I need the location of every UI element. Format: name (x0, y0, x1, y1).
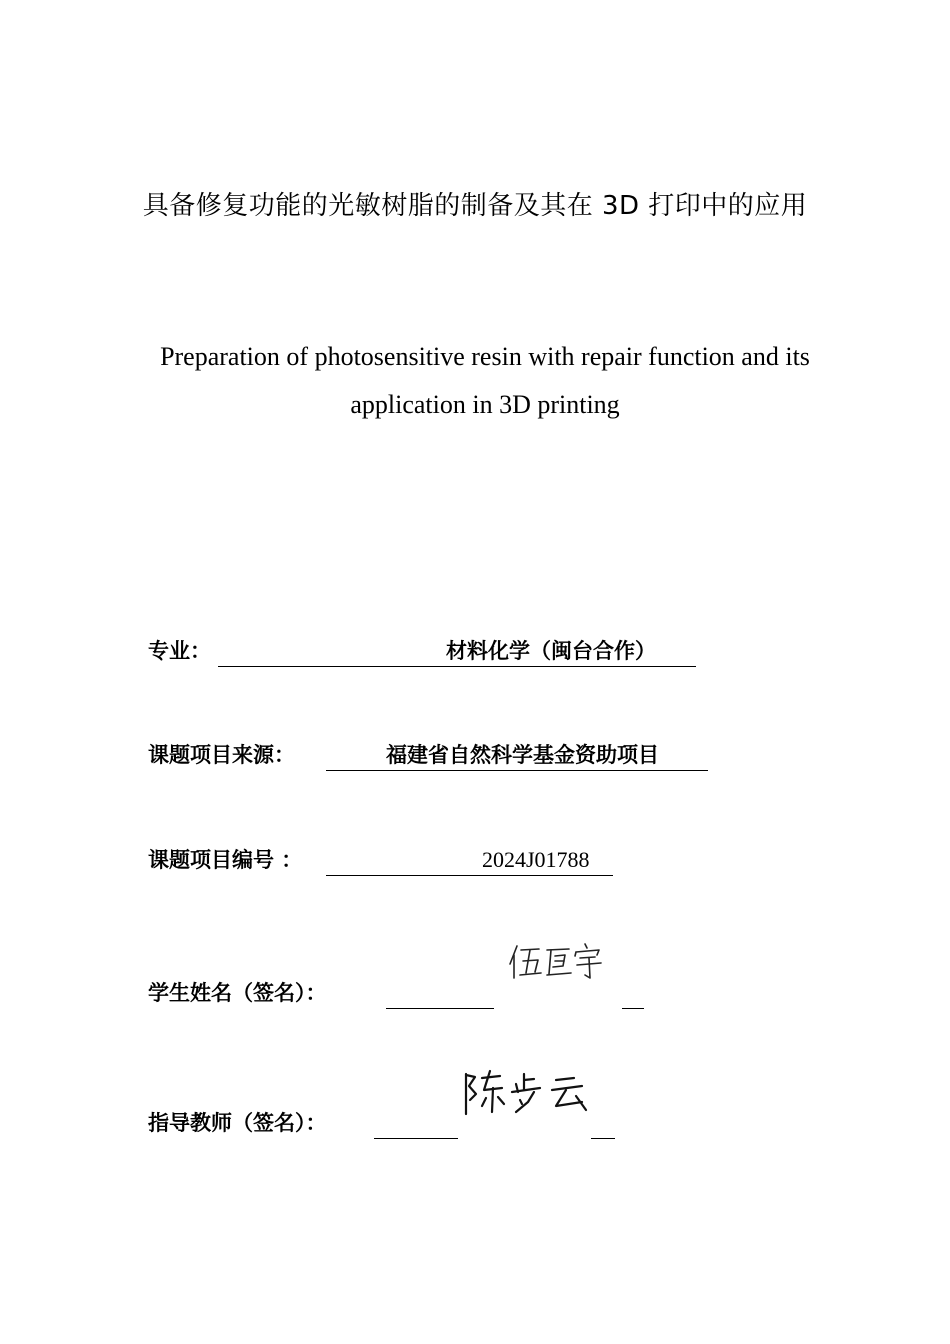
major-label: 专业： (148, 639, 211, 663)
title-english-line-1: Preparation of photosensitive resin with repair function and its (160, 342, 810, 371)
major-value: 材料化学（闽台合作） (446, 639, 656, 663)
title-english-line-2: application in 3D printing (350, 390, 620, 419)
project-number-label: 课题项目编号 ： (148, 848, 303, 872)
student-signature-label: 学生姓名（签名）： (148, 981, 327, 1005)
advisor-signature-label: 指导教师（签名）： (148, 1111, 327, 1135)
title-english (90, 333, 880, 429)
project-source-label: 课题项目来源： (148, 743, 295, 767)
project-number-value: 2024J01788 (482, 847, 590, 872)
student-handwritten-signature (505, 940, 605, 984)
student-signature-underline-2 (622, 978, 644, 1009)
student-signature-underline-1 (386, 978, 494, 1009)
title-chinese: 具备修复功能的光敏树脂的制备及其在 3D 打印中的应用 (142, 191, 808, 221)
advisor-signature-underline-1 (374, 1108, 458, 1139)
advisor-handwritten-signature (458, 1066, 594, 1120)
project-source-value: 福建省自然科学基金资助项目 (386, 743, 659, 767)
advisor-signature-underline-2 (591, 1108, 615, 1139)
